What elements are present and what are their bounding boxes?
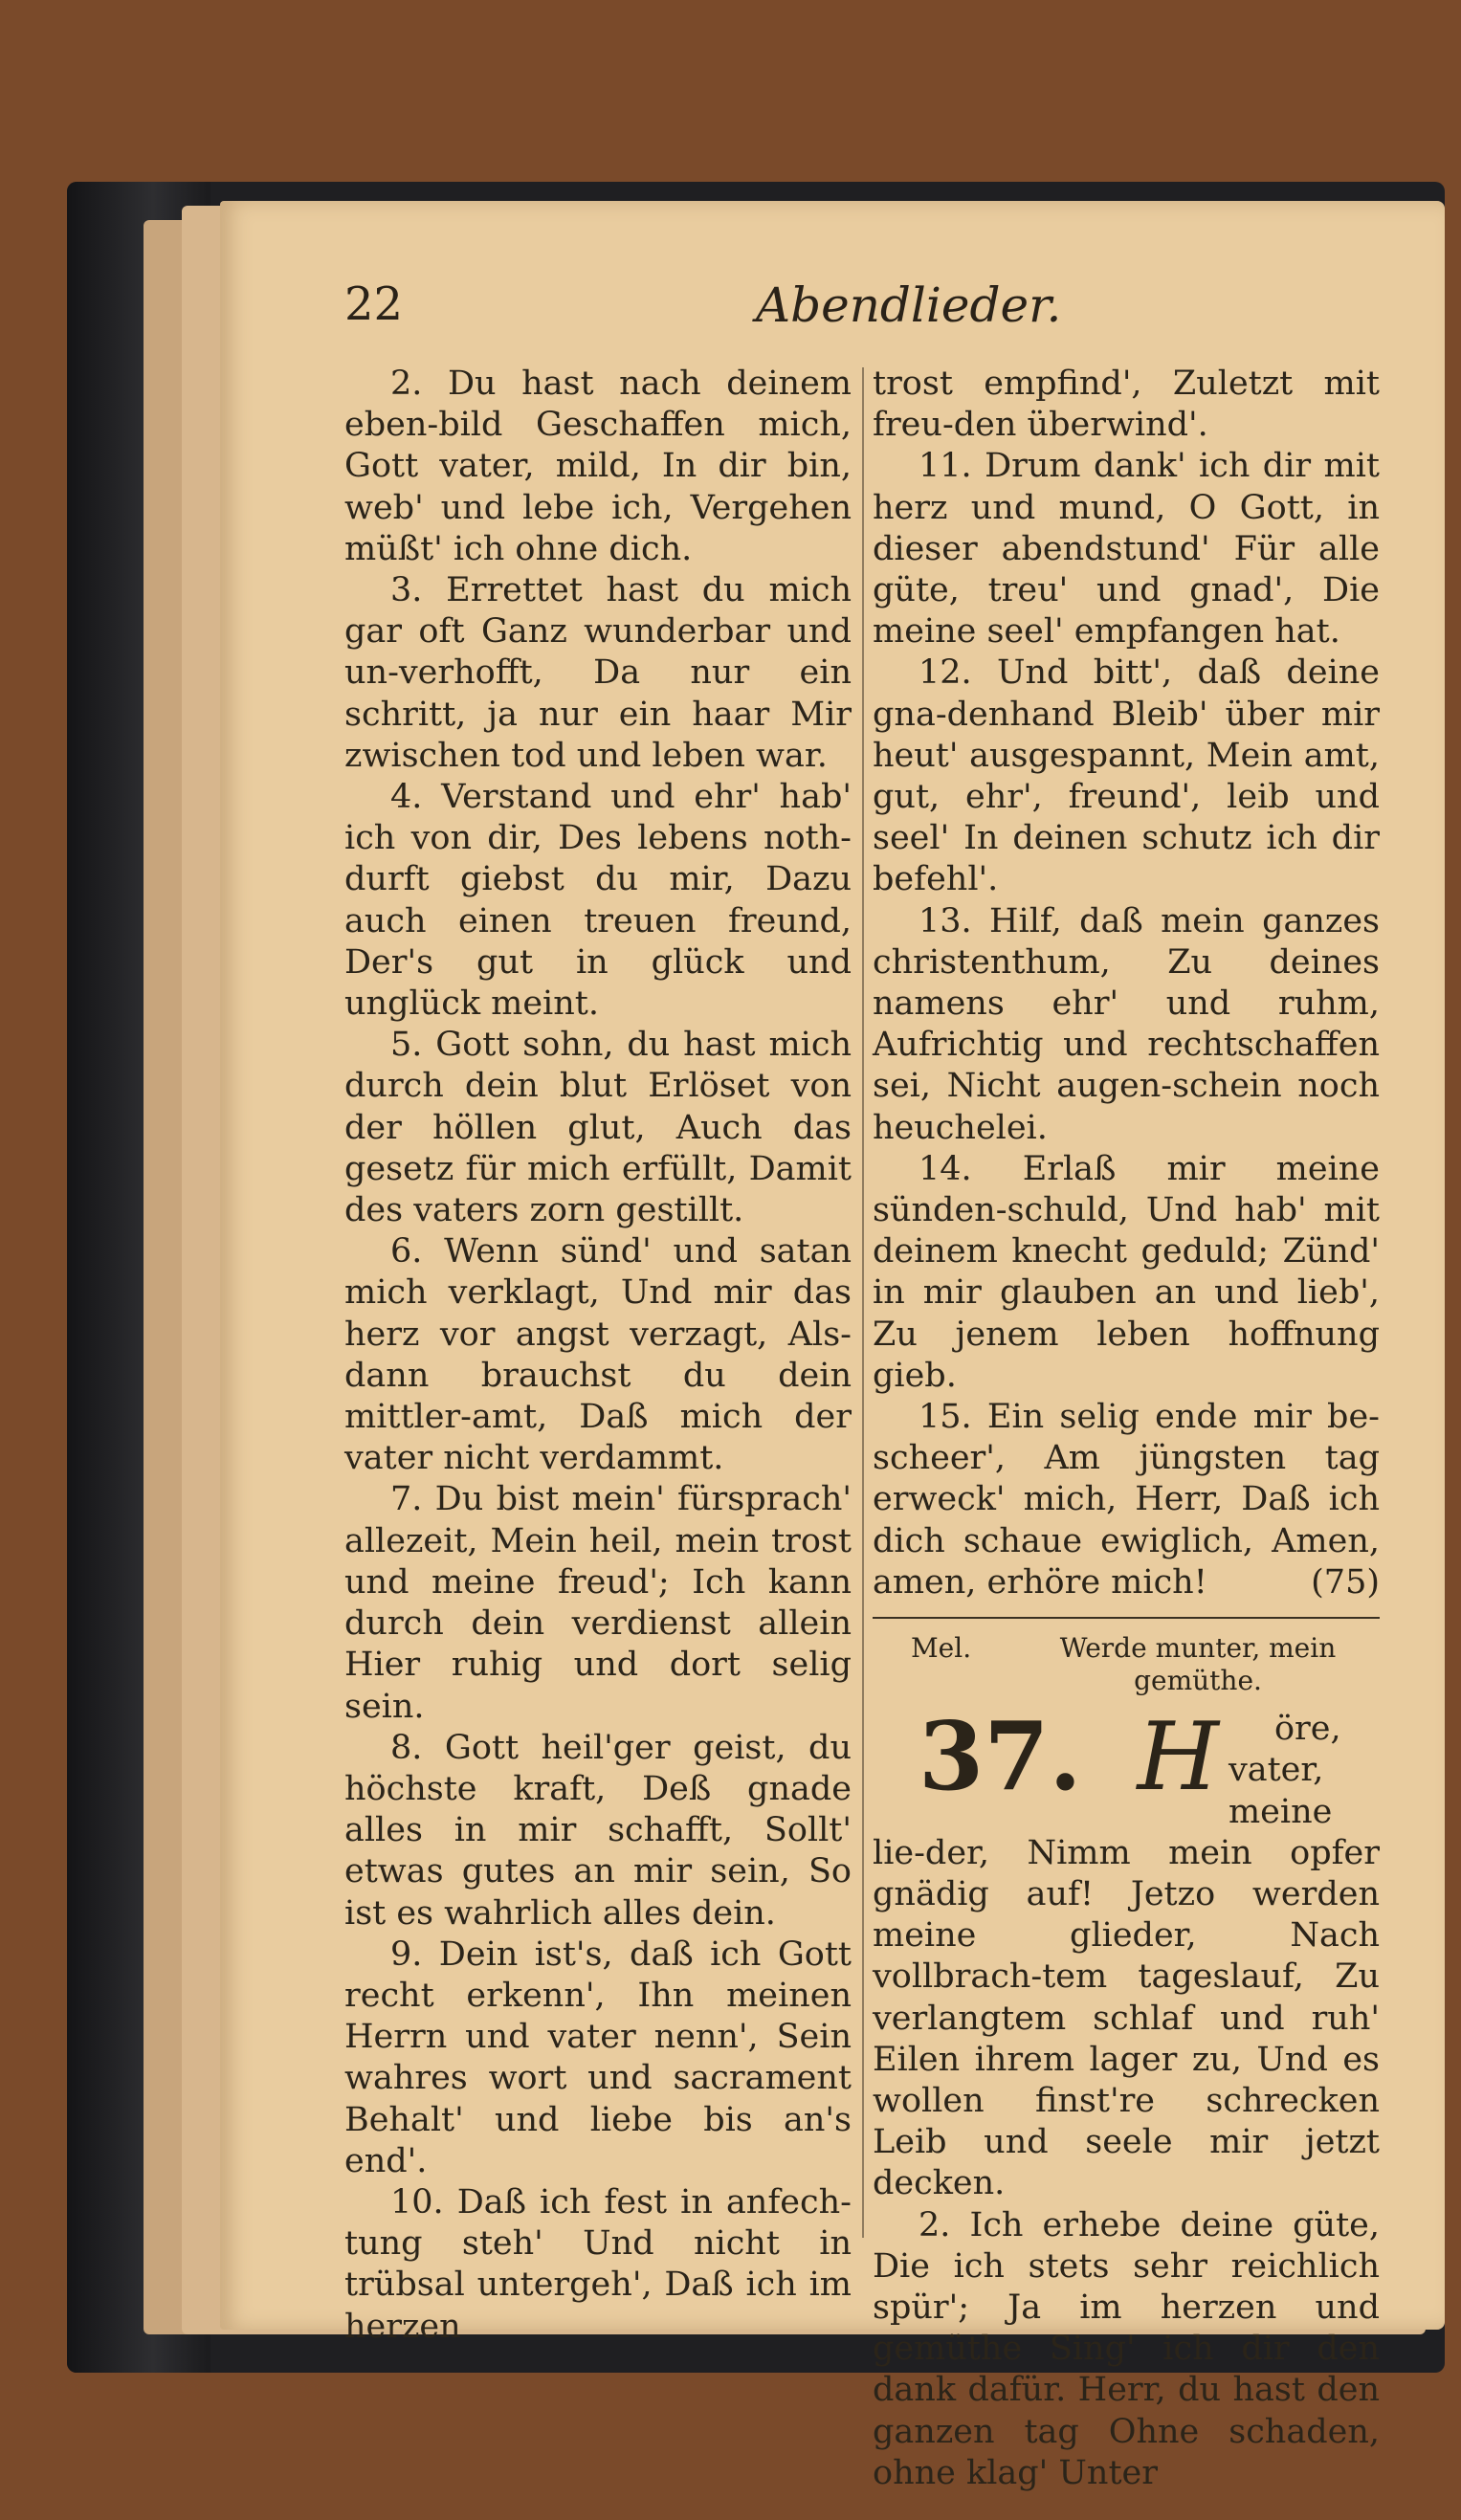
hymn-number: 37. bbox=[919, 1702, 1082, 1813]
drop-initial: H bbox=[1137, 1703, 1219, 1813]
stanza: 6. Wenn sünd' und satan mich verklagt, Und mir das herz vor angst verzagt, Als-dann brauchst du dein mittler-amt, Daß mich der vater nicht verdammt. bbox=[344, 1232, 852, 1478]
melody-line bbox=[873, 1632, 1380, 1697]
stanza: 10. Daß ich fest in anfech-tung steh' Und nicht in trübsal untergeh', Daß ich im herzen bbox=[344, 2182, 852, 2346]
stanza: 2. Ich erhebe deine güte, Die ich stets sehr reichlich spür'; Ja im herzen und gemüthe Sing' ich dir den dank dafür. Herr, du hast den ganzen tag Ohne schaden, ohne klag' Unter bbox=[873, 2205, 1380, 2492]
hymn-reference: (75) bbox=[1311, 1562, 1380, 1602]
melody-label: Mel. bbox=[911, 1632, 972, 1665]
page-header bbox=[344, 277, 1359, 354]
stanza-text: 15. Ein selig ende mir be-scheer', Am jüngsten tag erweck' mich, Herr, Daß ich dich schaue ewiglich, Amen, amen, erhöre mich! bbox=[873, 1398, 1380, 1602]
column-divider bbox=[862, 367, 864, 2238]
stanza: 14. Erlaß mir meine sünden-schuld, Und hab' mit deinem knecht geduld; Zünd' in mir glauben an und lieb', Zu jenem leben hoffnung gieb. bbox=[873, 1149, 1380, 1395]
stanza: 3. Errettet hast du mich gar oft Ganz wunderbar und un-verhofft, Da nur ein schritt, ja nur ein haar Mir zwischen tod und leben war. bbox=[344, 571, 852, 775]
stanza: 8. Gott heil'ger geist, du höchste kraft, Deß gnade alles in mir schafft, Sollt' etwas gutes an mir sein, So ist es wahrlich alles dein. bbox=[344, 1728, 852, 1933]
hymn-first-stanza bbox=[873, 1702, 1380, 2204]
stanza: 5. Gott sohn, du hast mich durch dein blut Erlöset von der höllen glut, Auch das gesetz für mich erfüllt, Damit des vaters zorn gestillt. bbox=[344, 1026, 852, 1230]
running-head: Abendlieder. bbox=[756, 277, 1062, 333]
section-rule bbox=[873, 1617, 1380, 1619]
stanza: 12. Und bitt', daß deine gna-denhand Bleib' über mir heut' ausgespannt, Mein amt, gut, ehr', freund', leib und seel' In deinen schutz ich dir befehl'. bbox=[873, 653, 1380, 899]
stanza: 7. Du bist mein' fürsprach' allezeit, Mein heil, mein trost und meine freud'; Ich kann durch dein verdienst allein Hier ruhig und dort selig sein. bbox=[344, 1480, 852, 1726]
stanza-continuation: trost empfind', Zuletzt mit freu-den überwind'. bbox=[873, 365, 1380, 445]
stanza: 11. Drum dank' ich dir mit herz und mund, O Gott, in dieser abendstund' Für alle güte, treu' und gnad', Die meine seel' empfangen hat. bbox=[873, 447, 1380, 652]
stanza: 9. Dein ist's, daß ich Gott recht erkenn', Ihn meinen Herrn und vater nenn', Sein wahres wort und sacrament Behalt' und liebe bis an's end'. bbox=[344, 1934, 852, 2180]
page-number: 22 bbox=[344, 277, 404, 331]
stanza: 2. Du hast nach deinem eben-bild Geschaffen mich, Gott vater, mild, In dir bin, web' und lebe ich, Vergehen müßt' ich ohne dich. bbox=[344, 365, 852, 568]
left-column bbox=[344, 364, 852, 2348]
melody-text: Werde munter, mein gemüthe. bbox=[1059, 1632, 1337, 1697]
stanza-text: öre, vater, meine lie-der, Nimm mein opfer gnädig auf! Jetzo werden meine glieder, Nach vollbrach-tem tageslauf, Zu verlangtem schlaf und ruh' Eilen ihrem lager zu, Und es wollen finst're schrecken Leib und seele mir jetzt decken. bbox=[873, 1710, 1380, 2203]
stanza: 4. Verstand und ehr' hab' ich von dir, Des lebens noth-durft giebst du mir, Dazu auch einen treuen freund, Der's gut in glück und unglück meint. bbox=[344, 778, 852, 1024]
right-column bbox=[873, 364, 1380, 2494]
stanza: 13. Hilf, daß mein ganzes christenthum, Zu deines namens ehr' und ruhm, Aufrichtig und rechtschaffen sei, Nicht augen-schein noch heuchelei. bbox=[873, 901, 1380, 1147]
stanza-final bbox=[873, 1397, 1380, 1603]
